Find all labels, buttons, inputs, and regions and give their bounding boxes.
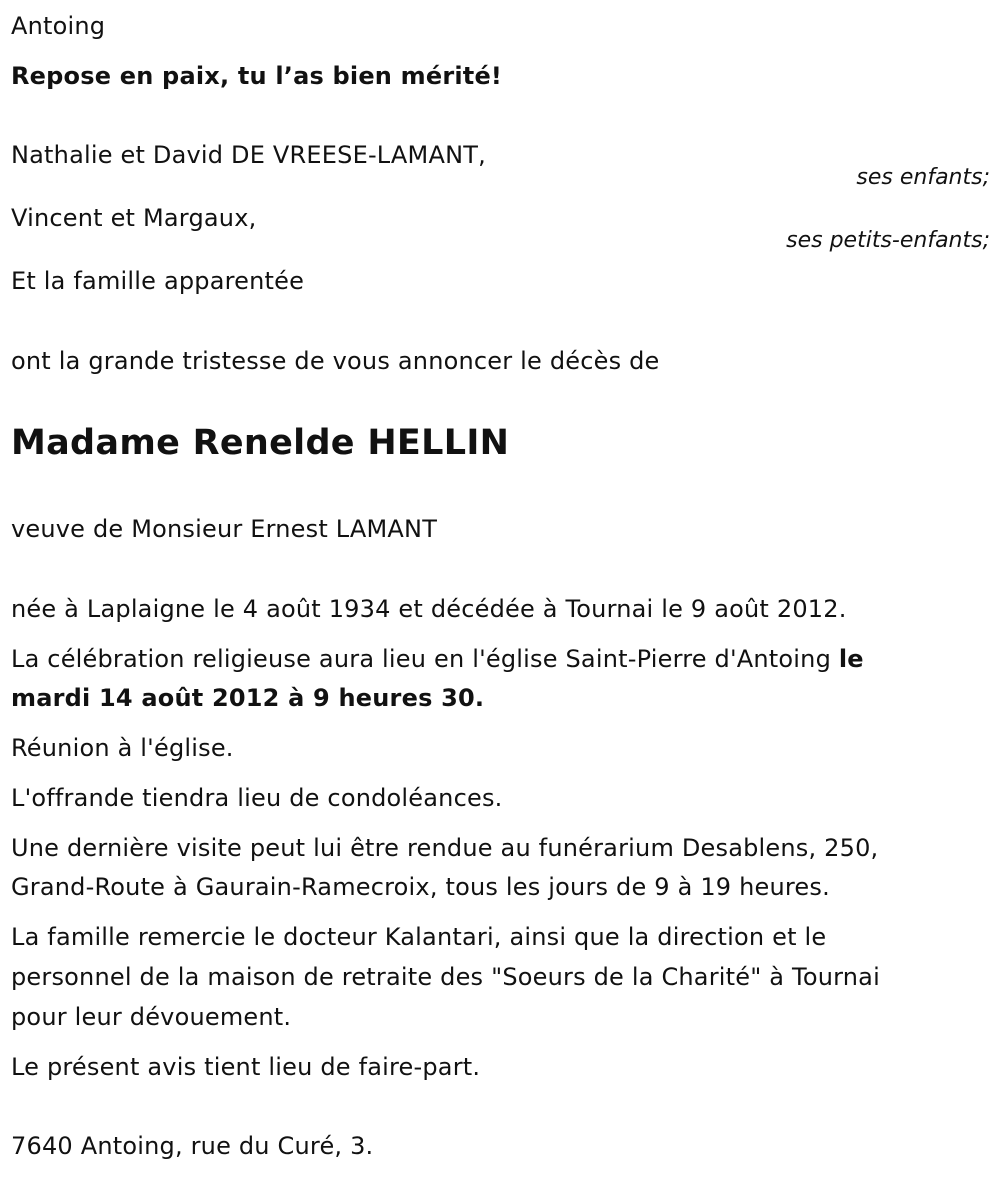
thanks-line-2: personnel de la maison de retraite des "Soeurs de la Charité" à Tournai (11, 963, 880, 991)
visit-line-1: Une dernière visite peut lui être rendue au funérarium Desablens, 250, (11, 834, 879, 862)
children-names: Nathalie et David DE VREESE-LAMANT, (11, 141, 486, 169)
meeting-info: Réunion à l'église. (11, 734, 234, 762)
visit-line-2: Grand-Route à Gaurain-Ramecroix, tous les jours de 9 à 19 heures. (11, 873, 830, 901)
offering-info: L'offrande tiendra lieu de condoléances. (11, 784, 503, 812)
ceremony-line-1 (11, 639, 864, 679)
motto: Repose en paix, tu l’as bien mérité! (11, 62, 503, 90)
relatives: Et la famille apparentée (11, 267, 305, 295)
ceremony-date-time: mardi 14 août 2012 à 9 heures 30. (11, 684, 485, 712)
thanks-line-1: La famille remercie le docteur Kalantari, ainsi que la direction et le (11, 923, 827, 951)
deceased-name: Madame Renelde HELLIN (11, 423, 510, 463)
notice-line: Le présent avis tient lieu de faire-part. (11, 1053, 481, 1081)
children-role: ses enfants; (856, 165, 990, 190)
grandchildren-role: ses petits-enfants; (786, 228, 990, 253)
town-heading: Antoing (11, 12, 106, 40)
thanks-line-3: pour leur dévouement. (11, 1003, 292, 1031)
ceremony-date-start: le (838, 645, 864, 673)
home-address: 7640 Antoing, rue du Curé, 3. (11, 1132, 374, 1160)
birth-death-dates: née à Laplaigne le 4 août 1934 et décédée à Tournai le 9 août 2012. (11, 595, 847, 623)
announcement: ont la grande tristesse de vous annoncer le décès de (11, 347, 660, 375)
grandchildren-names: Vincent et Margaux, (11, 204, 257, 232)
spouse-line: veuve de Monsieur Ernest LAMANT (11, 515, 438, 543)
ceremony-intro: La célébration religieuse aura lieu en l'église Saint-Pierre d'Antoing (11, 645, 839, 673)
